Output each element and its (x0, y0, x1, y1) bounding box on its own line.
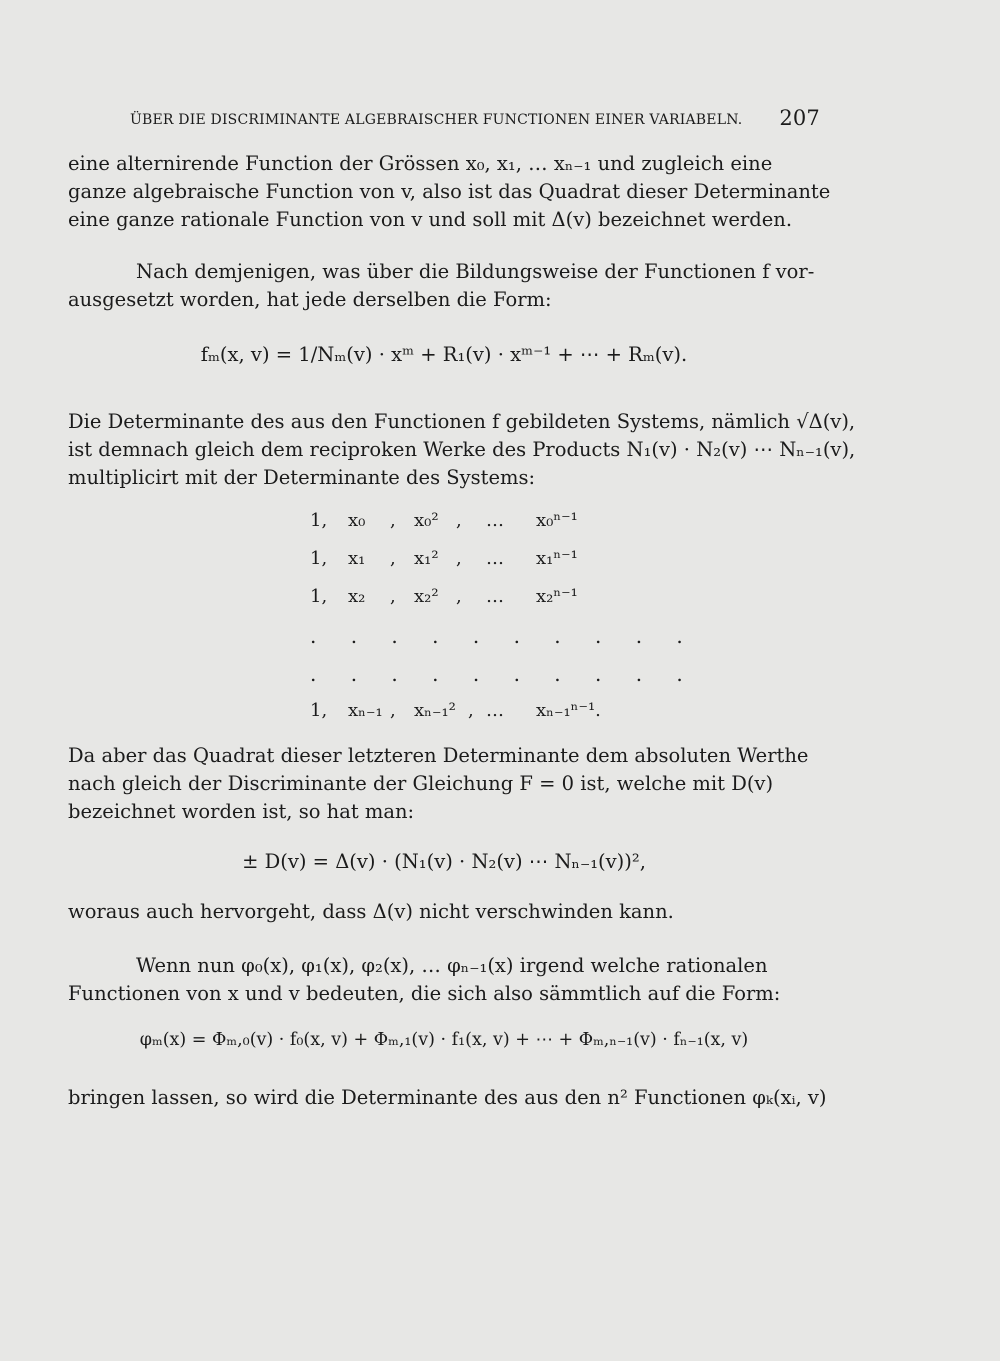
matrix-cell: 1, (310, 700, 328, 721)
text-line: Da aber das Quadrat dieser letzteren Determinante dem absoluten Werthe (68, 744, 809, 767)
text-line: ausgesetzt worden, hat jede derselben die Form: (68, 288, 552, 311)
text-line: ganze algebraische Function von v, also ist das Quadrat dieser Determinante (68, 180, 831, 203)
text-line: eine ganze rationale Function von v und soll mit Δ(v) bezeichnet werden. (68, 208, 793, 231)
matrix-cell: x₁² (414, 548, 439, 569)
matrix-cell: … (486, 700, 504, 721)
equation-f-m: fₘ(x, v) = 1/Nₘ(v) · xᵐ + R₁(v) · xᵐ⁻¹ + ⋯ + Rₘ(v). (200, 343, 688, 366)
matrix-cell: x₁ (348, 548, 366, 569)
matrix-cell: … (486, 510, 504, 531)
text-line: nach gleich der Discriminante der Gleichung F = 0 ist, welche mit D(v) (68, 772, 774, 795)
paragraph-2 (68, 258, 820, 314)
paragraph-6 (68, 952, 820, 1008)
ellipsis-dots: . . . . . . . . . . (310, 662, 697, 686)
matrix-cell: , (390, 510, 396, 531)
matrix-cell: … (486, 586, 504, 607)
paragraph-7 (68, 1084, 827, 1112)
matrix-cell: xₙ₋₁ (348, 700, 383, 721)
paragraph-4 (68, 742, 820, 826)
matrix-cell: x₂ⁿ⁻¹ (536, 586, 578, 607)
matrix-cell: , (390, 586, 396, 607)
text-line: multiplicirt mit der Determinante des Systems: (68, 466, 536, 489)
text-line: eine alternirende Function der Grössen x₀, x₁, … xₙ₋₁ und zugleich eine (68, 152, 773, 175)
matrix-cell: xₙ₋₁ⁿ⁻¹. (536, 700, 601, 721)
matrix-cell: xₙ₋₁² (414, 700, 456, 721)
paragraph-1 (68, 150, 831, 234)
text-line: Functionen von x und v bedeuten, die sich also sämmtlich auf die Form: (68, 982, 781, 1005)
matrix-cell: x₂² (414, 586, 439, 607)
matrix-cell: 1, (310, 586, 328, 607)
equation-phi: φₘ(x) = Φₘ,₀(v) · f₀(x, v) + Φₘ,₁(v) · f₁(x, v) + ⋯ + Φₘ,ₙ₋₁(v) · fₙ₋₁(x, v) (139, 1030, 749, 1050)
matrix-cell: x₂ (348, 586, 366, 607)
header-title: ÜBER DIE DISCRIMINANTE ALGEBRAISCHER FUNCTIONEN EINER VARIABELN. (130, 112, 743, 128)
matrix-cell: x₀² (414, 510, 439, 531)
matrix-cell: , (456, 586, 462, 607)
ellipsis-dots: . . . . . . . . . . (310, 624, 697, 648)
text-line: bezeichnet worden ist, so hat man: (68, 800, 415, 823)
text-line: Die Determinante des aus den Functionen f gebildeten Systems, nämlich √Δ(v), (68, 410, 856, 433)
paragraph-5 (68, 898, 820, 926)
matrix-cell: , (390, 548, 396, 569)
matrix-cell: 1, (310, 548, 328, 569)
text-line: woraus auch hervorgeht, dass Δ(v) nicht verschwinden kann. (68, 900, 674, 923)
running-header (130, 106, 820, 130)
matrix-cell: … (486, 548, 504, 569)
text-line: bringen lassen, so wird die Determinante des aus den n² Functionen φₖ(xᵢ, v) (68, 1086, 827, 1109)
equation-discriminant: ± D(v) = Δ(v) · (N₁(v) · N₂(v) ⋯ Nₙ₋₁(v))², (242, 850, 646, 873)
matrix-cell: 1, (310, 510, 328, 531)
matrix-cell: x₀ (348, 510, 366, 531)
matrix-cell: x₁ⁿ⁻¹ (536, 548, 578, 569)
paragraph-3 (68, 408, 856, 492)
text-line: ist demnach gleich dem reciproken Werke des Products N₁(v) · N₂(v) ⋯ Nₙ₋₁(v), (68, 438, 856, 461)
matrix-cell: , (456, 548, 462, 569)
page-number: 207 (779, 106, 820, 130)
matrix-cell: x₀ⁿ⁻¹ (536, 510, 578, 531)
matrix-cell: , (456, 510, 462, 531)
text-line: Wenn nun φ₀(x), φ₁(x), φ₂(x), … φₙ₋₁(x) irgend welche rationalen (136, 954, 768, 977)
matrix-cell: , (468, 700, 474, 721)
matrix-cell: , (390, 700, 396, 721)
text-line: Nach demjenigen, was über die Bildungsweise der Functionen f vor- (136, 260, 815, 283)
